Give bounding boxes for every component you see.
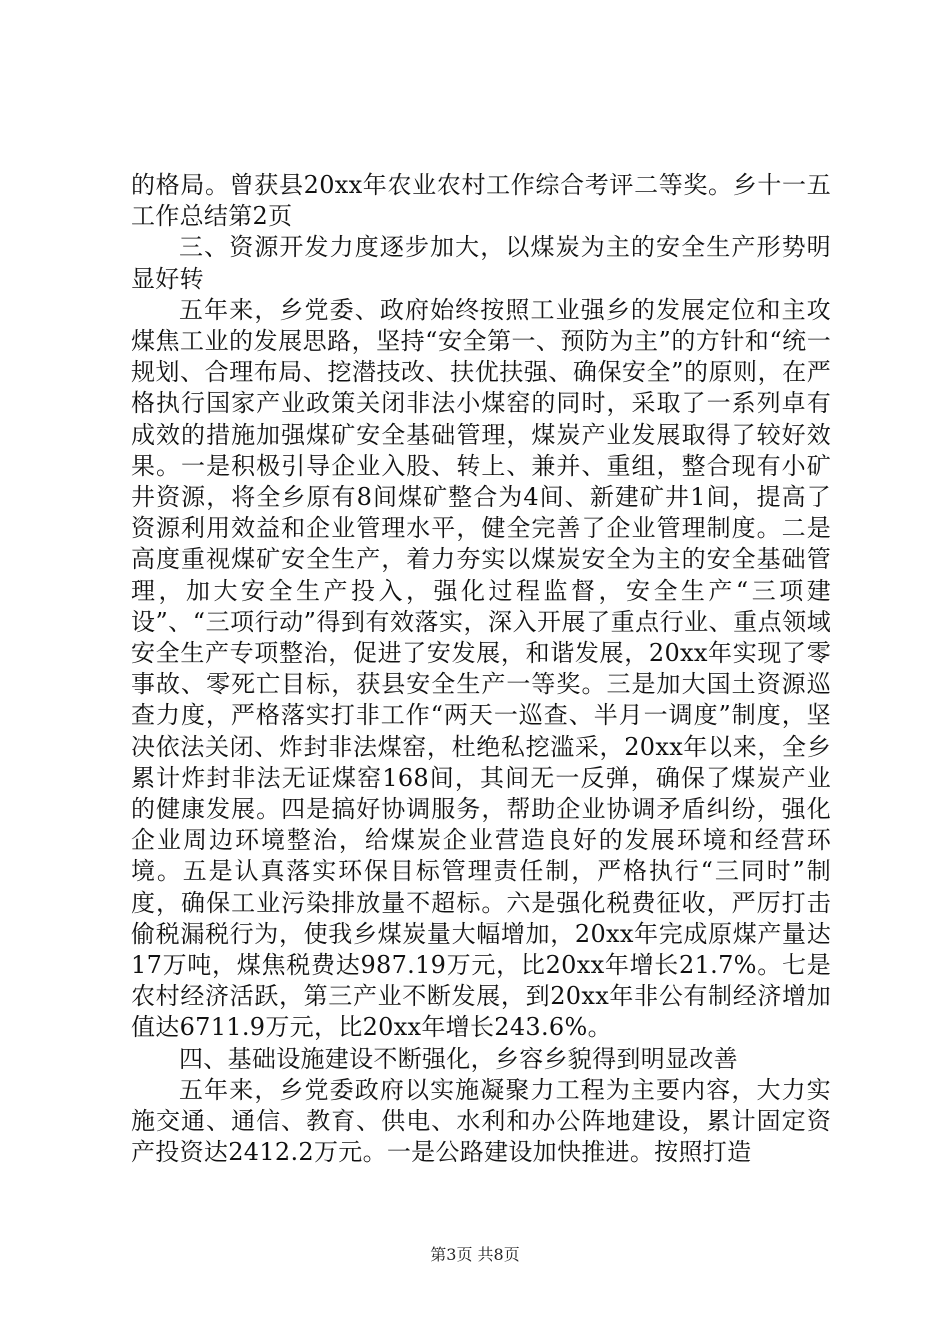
document-body [131,170,831,1169]
paragraph-section-3-body: 五年来，乡党委、政府始终按照工业强乡的发展定位和主攻煤焦工业的发展思路，坚持“安全第一、预防为主”的方针和“统一规划、合理布局、挖潜技改、扶优扶强、确保安全”的原则，在严格执行国家产业政策关闭非法小煤窑的同时，采取了一系列卓有成效的措施加强煤矿安全基础管理，煤炭产业发展取得了较好效果。一是积极引导企业入股、转上、兼并、重组，整合现有小矿井资源，将全乡原有8间煤矿整合为4间、新建矿井1间，提高了资源利用效益和企业管理水平，健全完善了企业管理制度。二是高度重视煤矿安全生产，着力夯实以煤炭安全为主的安全基础管理，加大安全生产投入，强化过程监督，安全生产“三项建设”、“三项行动”得到有效落实，深入开展了重点行业、重点领域安全生产专项整治，促进了安发展，和谐发展，20xx年实现了零事故、零死亡目标，获县安全生产一等奖。三是加大国土资源巡查力度，严格落实打非工作“两天一巡查、半月一调度”制度，坚决依法关闭、炸封非法煤窑，杜绝私挖滥采，20xx年以来，全乡累计炸封非法无证煤窑168间，其间无一反弹，确保了煤炭产业的健康发展。四是搞好协调服务，帮助企业协调矛盾纠纷，强化企业周边环境整治，给煤炭企业营造良好的发展环境和经营环境。五是认真落实环保目标管理责任制，严格执行“三同时”制度，确保工业污染排放量不超标。六是强化税费征收，严厉打击偷税漏税行为，使我乡煤炭量大幅增加，20xx年完成原煤产量达17万吨，煤焦税费达987.19万元，比20xx年增长21.7%。七是农村经济活跃，第三产业不断发展，到20xx年非公有制经济增加值达6711.9万元，比20xx年增长243.6%。 [131,295,831,1042]
section-heading-4: 四、基础设施建设不断强化，乡容乡貌得到明显改善 [179,1044,738,1073]
section-heading-3: 三、资源开发力度逐步加大，以煤炭为主的安全生产形势明显好转 [131,233,831,293]
paragraph-section-4-body: 五年来，乡党委政府以实施凝聚力工程为主要内容，大力实施交通、通信、教育、供电、水利和办公阵地建设，累计固定资产投资达2412.2万元。一是公路建设加快推进。按照打造 [131,1075,831,1167]
paragraph-continuation: 的格局。曾获县20xx年农业农村工作综合考评二等奖。乡十一五工作总结第2页 [131,171,831,231]
page-number-footer: 第3页 共8页 [430,1245,520,1264]
